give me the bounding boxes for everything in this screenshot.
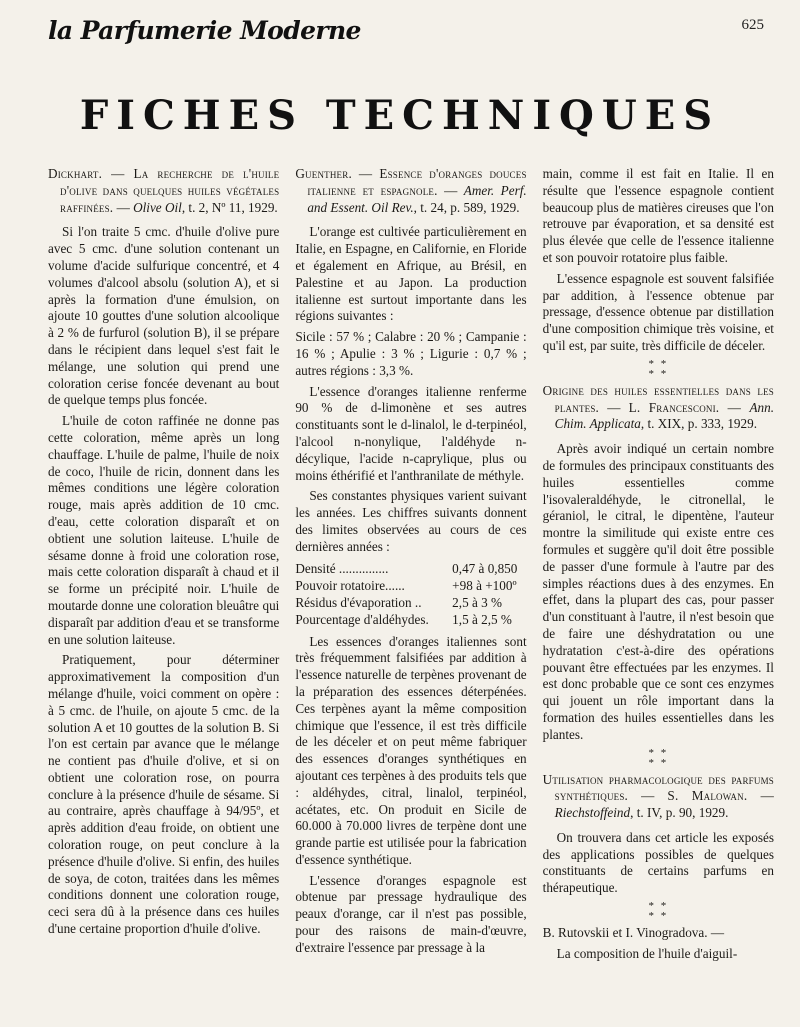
reference-guenther bbox=[295, 166, 526, 216]
ref-sep: — bbox=[113, 199, 134, 215]
column-1 bbox=[48, 166, 279, 966]
page-number: 625 bbox=[741, 17, 764, 33]
ref-sep: — bbox=[437, 182, 464, 198]
paragraph: L'essence d'oranges espagnole est obtenue par pressage hydraulique des peaux d'orange, car il n'est pas possible, pour des raisons de main-d'œuvre, d'extraire l'essence par pressage à la bbox=[295, 872, 527, 955]
ref-author: L. Francesconi. — bbox=[628, 399, 750, 415]
reference-francesconi bbox=[543, 383, 774, 433]
paragraph: L'orange est cultivée particulièrement en Italie, en Espagne, en Californie, en Floride et également en Afrique, au Brésil, en Palestine et au Japon. La production italienne est surtout importante dans les régions suivantes : bbox=[295, 224, 527, 324]
ref-details: , t. 2, Nº 11, 1929. bbox=[181, 199, 278, 215]
paragraph: Pratiquement, pour déterminer approximativement la composition d'un mélange d'huile, voici comment on opère : à 5 cmc. de l'huile, on ajoute 5 cmc. de la solution A et 10 gouttes de la solution B. Si l'on est certain par avance que le mélange ne contient pas d'huile d'olive, et si on obtient une coloration rose, on pourra conclure à la présence d'huile de sésame. Si au contraire, après chauffage à 94/95º, et après addition d'eau froide, on obtient une coloration rouge, on peut conclure à la présence d'huile d'olive. Si enfin, des huiles de soya, de coton, traitées dans les mêmes conditions donnent une coloration rouge, ceci sera dû à la présence dans ces huiles d'une certaine proportion d'huile d'olive. bbox=[48, 652, 280, 937]
table-label: Pouvoir rotatoire...... bbox=[295, 577, 405, 593]
ref-details: , t. 24, p. 589, 1929. bbox=[413, 199, 520, 215]
section-separator: * * * * bbox=[648, 357, 669, 380]
reference-dickhart bbox=[48, 166, 279, 216]
ref-journal: Ann. Chim. Applicata bbox=[554, 399, 774, 432]
paragraph: Les essences d'oranges italiennes sont très fréquemment falsifiées par addition à l'essence naturelle de terpènes provenant de la préparation des essences déterpénées. Ces terpènes ayant la même composition chimique que l'essence, il est très difficile de les déceler et on peut même fabriquer des essences d'oranges synthétiques en ajoutant ces terpènes à des produits tels que : aldéhydes, citral, linalol, terpinéol, acétates, etc. On produit en Sicile de 60.000 à 70.000 livres de terpène dont une grande partie est utilisée pour la fabrication d'essence synthétique. bbox=[295, 633, 527, 867]
ref-sep: — bbox=[599, 399, 629, 415]
column-2 bbox=[295, 166, 526, 966]
paragraph: Si l'on traite 5 cmc. d'huile d'olive pure avec 5 cmc. d'une solution contenant un volume d'acide sulfurique concentré, et 4 volumes d'alcool absolu (solution A), et si après la formation d'une émulsion, on ajoute 10 gouttes d'une solution alcoolique à 2 % de furfurol (solution B), il se prépare dans le récipient dans lequel s'est fait le mélange, une solution qui prend une coloration cerise foncée devenant au bout de quelque temps plus foncée. bbox=[48, 224, 280, 408]
table-row bbox=[295, 577, 526, 594]
table-row bbox=[295, 594, 526, 611]
reference-malowan bbox=[543, 772, 774, 822]
column-3 bbox=[543, 166, 774, 966]
ref-author: S. Malowan. — bbox=[667, 788, 774, 804]
paragraph: L'essence espagnole est souvent falsifiée par addition, à l'essence obtenue par pressage, d'essence obtenue par distillation d'une composition chimique très voisine, et qu'il est, par suite, très difficile de déceler. bbox=[542, 270, 774, 353]
paragraph: Après avoir indiqué un certain nombre de formules des principaux constituants des huiles essentielles comme l'isovaleraldéhyde, le citronellal, le géraniol, le citral, le dipentène, l'auteur montre la similitude qui existe entre ces formules et suggère qu'il doit être possible de passer d'une formule à l'autre par des simples réactions dues à des enzymes. En effet, dans la plupart des cas, pour passer d'un constituant à l'autre, il n'est besoin que de faire une déshydratation ou une hydratation c'est-à-dire des opérations pouvant être effectuées par les enzymes. Il est donc probable que ce sont ces enzymes qui jouent un rôle important dans la formation des huiles essentielles dans les plantes. bbox=[542, 441, 774, 742]
reference-rutovskii-authors: B. Rutovskii et I. Vinogradova. — bbox=[542, 925, 725, 941]
table-row bbox=[295, 611, 526, 628]
ref-journal: Riechstoffeind bbox=[554, 805, 631, 821]
section-separator: * * * * bbox=[648, 746, 669, 769]
paragraph: L'essence d'oranges italienne renferme 90 % de d-limonène et ses autres constituants sont le d-linalol, le d-terpinéol, l'alcool n-nonylique, l'aldéhyde n-décylique, l'acide n-caprylique, plus ou moins éthérifié et l'anthranilate de méthyle. bbox=[295, 383, 527, 483]
ref-author: Guenther. — bbox=[295, 166, 380, 181]
ref-title: La recherche de l'huile d'olive dans quelques huiles végétales raffinées. bbox=[60, 166, 280, 215]
region-list: Sicile : 57 % ; Calabre : 20 % ; Campanie : 16 % ; Apulie : 3 % ; Ligurie : 0,7 % ; autres régions : 3,3 %. bbox=[295, 329, 527, 378]
table-value: 1,5 à 2,5 % bbox=[452, 611, 512, 627]
masthead: la Parfumerie Moderne bbox=[48, 16, 361, 45]
table-label: Densité ............... bbox=[295, 560, 389, 576]
reference-rutovskii-title: La composition de l'huile d'aiguil- bbox=[556, 945, 738, 961]
table-label: Résidus d'évaporation .. bbox=[295, 594, 422, 610]
ref-author: Dickhart. — bbox=[48, 166, 134, 181]
table-value: 0,47 à 0,850 bbox=[452, 560, 518, 576]
ref-title: Essence d'oranges douces italienne et espagnole. bbox=[307, 166, 527, 198]
table-value: 2,5 à 3 % bbox=[452, 594, 502, 610]
paragraph: L'huile de coton raffinée ne donne pas cette coloration, même après un long chauffage. L'huile de palme, l'huile de noix de coco, l'huile de ricin, donnent dans les mêmes conditions une légère coloration rouge, mais après addition de 10 cmc. d'eau, cette coloration disparaît et on obtient une solution laiteuse. L'huile de sésame donne à froid une coloration rose, mais cette coloration disparaît à chaud et il se forme un précipité noir. L'huile de moutarde donne une coloration bleuâtre qui disparaît par addition d'eau et se transforme en une solution laiteuse. bbox=[48, 413, 280, 647]
section-title: FICHES TECHNIQUES bbox=[79, 92, 721, 139]
table-label: Pourcentage d'aldéhydes. bbox=[295, 611, 429, 627]
ref-sep: — bbox=[628, 788, 668, 804]
table-row bbox=[295, 560, 526, 577]
paragraph: On trouvera dans cet article les exposés des applications possibles de quelques constituants de certains parfums en thérapeutique. bbox=[542, 829, 774, 896]
ref-details: , t. XIX, p. 333, 1929. bbox=[640, 416, 757, 432]
paragraph: Ses constantes physiques varient suivant les années. Les chiffres suivants donnent des limites observées au cours de ces dernières années : bbox=[295, 488, 527, 554]
section-separator: * * * * bbox=[648, 900, 669, 923]
ref-journal: Olive Oil bbox=[133, 199, 182, 215]
ref-title: Utilisation pharmacologique des parfums synthétiques. bbox=[542, 771, 774, 804]
article-columns bbox=[48, 166, 774, 966]
ref-journal: Amer. Perf. and Essent. Oil Rev. bbox=[307, 182, 527, 215]
table-value: +98 à +100º bbox=[452, 577, 517, 593]
paragraph: main, comme il est fait en Italie. Il en résulte que l'essence espagnole contient beaucoup plus de matières cireuses que l'on retrouve par évaporation, et sa densité est plus élevée que celle de l'essence italienne et son pouvoir rotatoire plus faible. bbox=[542, 166, 774, 265]
ref-details: , t. IV, p. 90, 1929. bbox=[630, 805, 729, 821]
physical-constants-table bbox=[295, 560, 526, 628]
ref-title: Origine des huiles essentielles dans les plantes. bbox=[542, 382, 774, 415]
